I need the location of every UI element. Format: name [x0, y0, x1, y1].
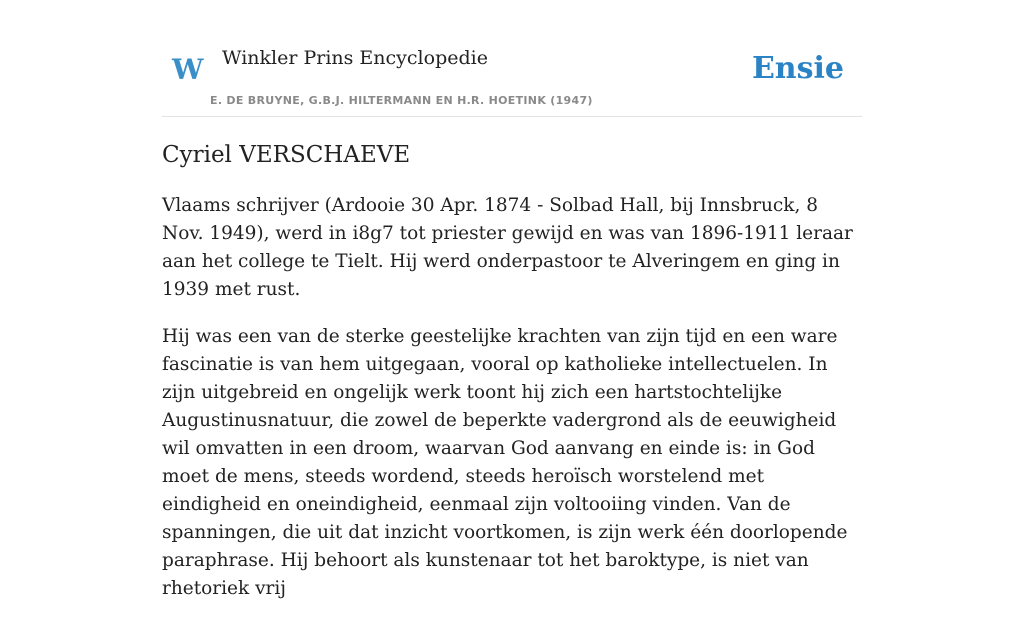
publication-title[interactable]: Winkler Prins Encyclopedie	[222, 47, 488, 69]
article-title: Cyriel VERSCHAEVE	[162, 142, 411, 168]
publication-logo-icon[interactable]: W	[172, 53, 204, 86]
page	[162, 0, 862, 599]
publication-authors: E. DE BRUYNE, G.B.J. HILTERMANN EN H.R. HOETINK (1947)	[210, 94, 593, 107]
ensie-brand-link[interactable]: Ensie	[751, 51, 844, 86]
article-body	[162, 192, 862, 622]
article-paragraph-2: Hij was een van de sterke geestelijke krachten van zijn tijd en een ware fascinatie is van hem uitgegaan, vooral op katholieke intellectuelen. In zijn uitgebreid en ongelijk werk toont hij zich een hartstochtelijke Augustinusnatuur, die zowel de beperkte vadergrond als de eeuwigheid wil omvatten in een droom, waarvan God aanvang en einde is: in God moet de mens, steeds wordend, steeds heroïsch worstelend met eindigheid en oneindigheid, eenmaal zijn voltooiing vinden. Van de spanningen, die uit dat inzicht voortkomen, is zijn werk één doorlopende paraphrase. Hij behoort als kunstenaar tot het baroktype, is niet van rhetoriek vrij	[162, 326, 848, 599]
article-paragraph-1: Vlaams schrijver (Ardooie 30 Apr. 1874 - Solbad Hall, bij Innsbruck, 8 Nov. 1949), werd in i8g7 tot priester gewijd en was van 1896-1911 leraar aan het college te Tielt. Hij werd onderpastoor te Alveringem en ging in 1939 met rust.	[162, 195, 853, 300]
site-header	[162, 0, 862, 117]
